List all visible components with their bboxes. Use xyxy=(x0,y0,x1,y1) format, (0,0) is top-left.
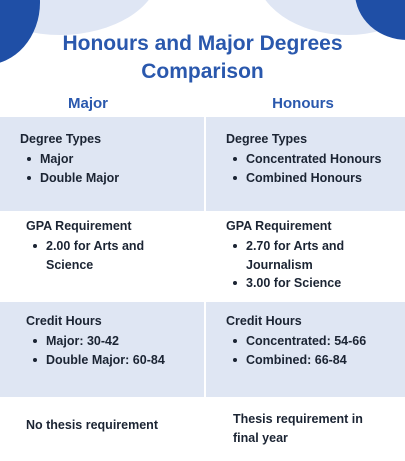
list-item: Major xyxy=(40,150,204,169)
degree-types-major-cell xyxy=(0,117,204,211)
cell-heading: GPA Requirement xyxy=(226,219,332,233)
cell-heading: Credit Hours xyxy=(26,314,102,328)
gpa-requirement-honours-cell xyxy=(206,211,405,302)
bullet-list xyxy=(226,332,405,369)
list-item: Combined Honours xyxy=(246,169,405,188)
credit-hours-honours-cell xyxy=(206,302,405,397)
bullet-list xyxy=(26,332,204,369)
list-item: Concentrated: 54-66 xyxy=(246,332,405,351)
bullet-list xyxy=(226,237,358,293)
list-item: Double Major: 60-84 xyxy=(46,351,204,370)
list-item: Combined: 66-84 xyxy=(246,351,405,370)
cell-heading: Degree Types xyxy=(20,132,102,146)
list-item: Major: 30-42 xyxy=(46,332,204,351)
page-title: Honours and Major Degrees Comparison xyxy=(62,32,343,83)
cell-heading: GPA Requirement xyxy=(26,219,132,233)
cell-text: Thesis requirement in final year xyxy=(233,412,363,445)
cell-heading: Credit Hours xyxy=(226,314,302,328)
cell-text: No thesis requirement xyxy=(26,418,158,432)
bullet-list xyxy=(26,237,158,274)
column-header-honours: Honours xyxy=(272,95,334,112)
credit-hours-major-cell xyxy=(0,302,204,397)
column-header-major: Major xyxy=(67,95,108,112)
thesis-major-cell xyxy=(0,397,204,461)
bullet-list xyxy=(226,150,405,187)
list-item: Double Major xyxy=(40,169,204,188)
list-item: 2.00 for Arts and Science xyxy=(46,237,158,274)
bullet-list xyxy=(20,150,204,187)
gpa-requirement-major-cell xyxy=(0,211,204,302)
list-item: 3.00 for Science xyxy=(246,274,358,293)
cell-heading: Degree Types xyxy=(226,132,308,146)
list-item: Concentrated Honours xyxy=(246,150,405,169)
degree-types-honours-cell xyxy=(206,117,405,211)
thesis-honours-cell xyxy=(206,397,405,461)
list-item: 2.70 for Arts and Journalism xyxy=(246,237,358,274)
